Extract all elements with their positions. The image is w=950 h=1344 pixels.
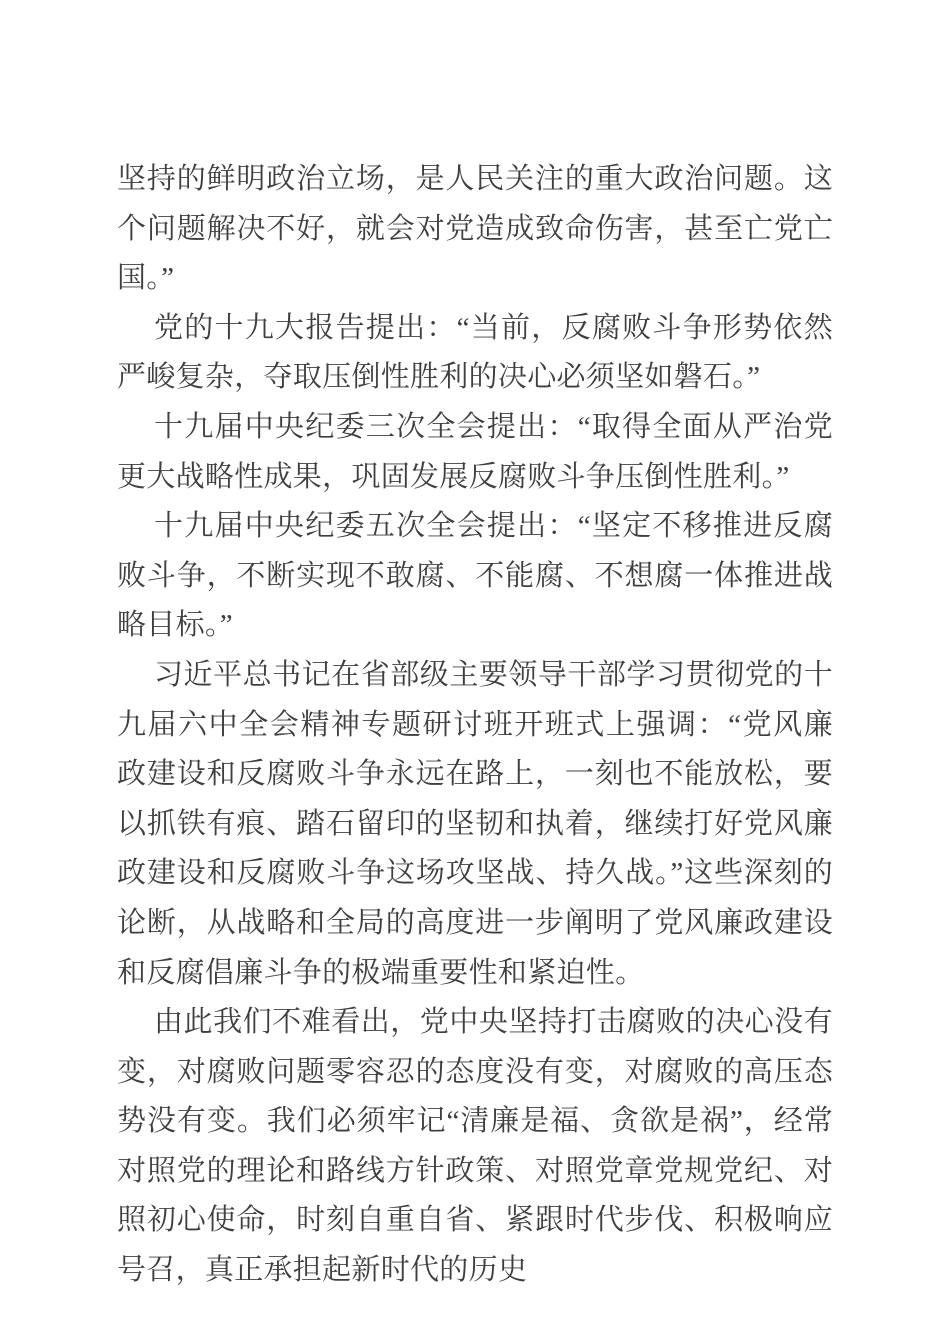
paragraph-ccdi-third-plenary: 十九届中央纪委三次全会提出：“取得全面从严治党更大战略性成果，巩固发展反腐败斗争压倒性胜利。”	[117, 410, 833, 493]
paragraph-seminar-speech: 习近平总书记在省部级主要领导干部学习贯彻党的十九届六中全会精神专题研讨班开班式上强调：“党风廉政建设和反腐败斗争永远在路上，一刻也不能放松，要以抓铁有痕、踏石留印的坚韧和执着，继续打好党风廉政建设和反腐败斗争这场攻坚战、持久战。”这些深刻的论断，从战略和全局的高度进一步阐明了党风廉政建设和反腐倡廉斗争的极端重要性和紧迫性。	[117, 658, 833, 989]
paragraph-continuation-political-stance: 坚持的鲜明政治立场，是人民关注的重大政治问题。这个问题解决不好，就会对党造成致命伤害，甚至亡党亡国。”	[117, 163, 833, 295]
paragraph-19th-party-congress-report: 党的十九大报告提出：“当前，反腐败斗争形势依然严峻复杂，夺取压倒性胜利的决心必须坚如磐石。”	[117, 311, 833, 394]
paragraph-ccdi-fifth-plenary: 十九届中央纪委五次全会提出：“坚定不移推进反腐败斗争，不断实现不敢腐、不能腐、不想腐一体推进战略目标。”	[117, 510, 833, 642]
paragraph-conclusion: 由此我们不难看出，党中央坚持打击腐败的决心没有变，对腐败问题零容忍的态度没有变，对腐败的高压态势没有变。我们必须牢记“清廉是福、贪欲是祸”，经常对照党的理论和路线方针政策、对照党章党规党纪、对照初心使命，时刻自重自省、紧跟时代步伐、积极响应号召，真正承担起新时代的历史	[117, 1006, 833, 1287]
document-text-block	[117, 155, 833, 1296]
